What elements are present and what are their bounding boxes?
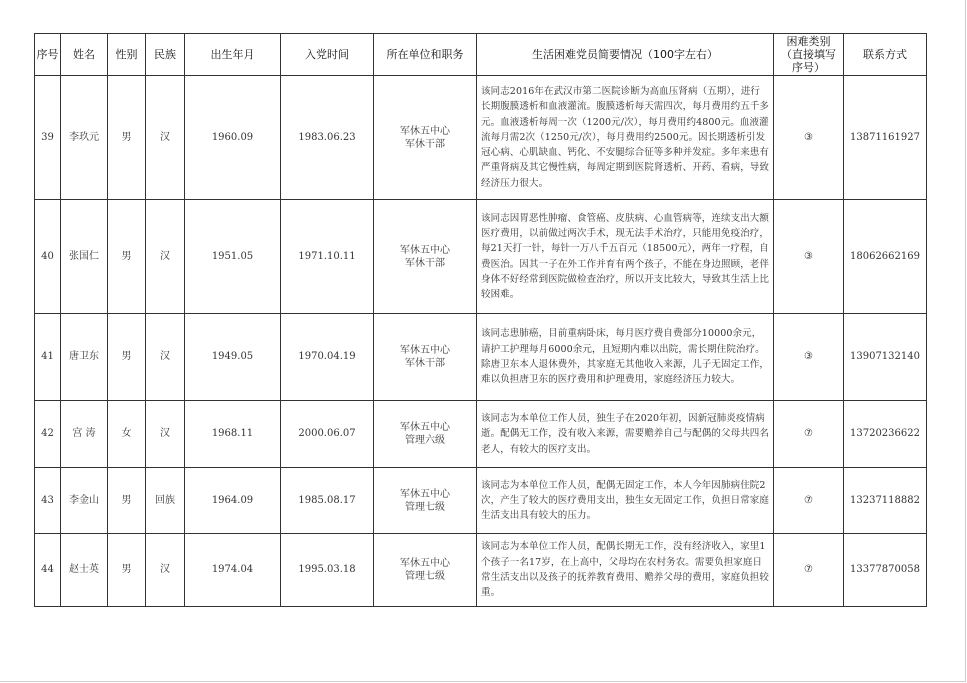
header-name: 姓名 xyxy=(61,34,108,76)
cell-unit-position xyxy=(374,401,477,468)
difficulty-members-table xyxy=(34,33,927,607)
cell-situation: 该同志为本单位工作人员，独生子在2020年初，因新冠肺炎疫情病逝。配偶无工作，没有收入来源，需要赡养自己与配偶的父母共四名老人，有较大的医疗支出。 xyxy=(477,401,774,468)
cell-name: 张国仁 xyxy=(61,200,108,314)
cell-contact: 13377870058 xyxy=(844,534,927,607)
cell-situation: 该同志为本单位工作人员，配偶无固定工作，本人今年因肺病住院2次，产生了较大的医疗费用支出，独生女无固定工作，负担日常家庭生活支出具有较大的压力。 xyxy=(477,468,774,534)
cell-name: 赵士英 xyxy=(61,534,108,607)
table-row xyxy=(35,314,927,401)
cell-birth: 1974.04 xyxy=(185,534,281,607)
header-contact: 联系方式 xyxy=(844,34,927,76)
cell-gender: 男 xyxy=(108,314,146,401)
cell-unit-position xyxy=(374,200,477,314)
cell-gender: 女 xyxy=(108,401,146,468)
cell-situation: 该同志因胃恶性肿瘤、食管癌、皮肤病、心血管病等，连续支出大额医疗费用，以前做过两次手术，现无法手术治疗，只能用免疫治疗，每21天打一针，每针一万八千五百元（18500元），两年一疗程，自费医治。因其一子在外工作并育有两个孩子，不能在身边照顾，老伴身体不好经常到医院做检查治疗，所以开支比较大，导致其生活上比较困难。 xyxy=(477,200,774,314)
cell-join-date: 1971.10.11 xyxy=(281,200,374,314)
table-row xyxy=(35,200,927,314)
unit-name: 军休五中心 xyxy=(400,488,450,500)
header-row xyxy=(35,34,927,76)
unit-name: 军休五中心 xyxy=(400,345,450,356)
cell-gender: 男 xyxy=(108,534,146,607)
cell-ethnicity: 汉 xyxy=(146,76,185,200)
cell-seq: 41 xyxy=(35,314,61,401)
cell-contact: 13871161927 xyxy=(844,76,927,200)
cell-birth: 1960.09 xyxy=(185,76,281,200)
header-ethnicity: 民族 xyxy=(146,34,185,76)
unit-name: 军休五中心 xyxy=(400,244,450,256)
header-unit-position: 所在单位和职务 xyxy=(374,34,477,76)
cell-join-date: 1995.03.18 xyxy=(281,534,374,607)
header-join-party: 入党时间 xyxy=(281,34,374,76)
header-situation: 生活困难党员简要情况（100字左右） xyxy=(477,34,774,76)
cell-join-date: 2000.06.07 xyxy=(281,401,374,468)
table-row xyxy=(35,76,927,200)
unit-name: 军休五中心 xyxy=(400,558,450,569)
cell-seq: 40 xyxy=(35,200,61,314)
cell-contact: 18062662169 xyxy=(844,200,927,314)
cell-category: ⑦ xyxy=(774,534,844,607)
position-title: 管理七级 xyxy=(405,501,445,513)
cell-unit-position xyxy=(374,314,477,401)
cell-seq: 39 xyxy=(35,76,61,200)
cell-contact: 13907132140 xyxy=(844,314,927,401)
cell-category: ⑦ xyxy=(774,468,844,534)
table-row xyxy=(35,401,927,468)
cell-contact: 13237118882 xyxy=(844,468,927,534)
header-category: 困难类别（直接填写序号） xyxy=(774,34,844,76)
cell-seq: 42 xyxy=(35,401,61,468)
unit-name: 军休五中心 xyxy=(400,125,450,137)
cell-join-date: 1983.06.23 xyxy=(281,76,374,200)
cell-name: 宫 涛 xyxy=(61,401,108,468)
cell-birth: 1949.05 xyxy=(185,314,281,401)
cell-join-date: 1970.04.19 xyxy=(281,314,374,401)
cell-join-date: 1985.08.17 xyxy=(281,468,374,534)
cell-seq: 44 xyxy=(35,534,61,607)
cell-unit-position xyxy=(374,468,477,534)
cell-birth: 1968.11 xyxy=(185,401,281,468)
cell-ethnicity: 汉 xyxy=(146,401,185,468)
cell-gender: 男 xyxy=(108,76,146,200)
position-title: 军休干部 xyxy=(405,257,445,269)
unit-name: 军休五中心 xyxy=(400,422,450,433)
cell-unit-position xyxy=(374,534,477,607)
table-row xyxy=(35,534,927,607)
header-gender: 性别 xyxy=(108,34,146,76)
cell-category: ⑦ xyxy=(774,401,844,468)
header-birth: 出生年月 xyxy=(185,34,281,76)
cell-birth: 1964.09 xyxy=(185,468,281,534)
cell-name: 李玖元 xyxy=(61,76,108,200)
cell-category: ③ xyxy=(774,314,844,401)
position-title: 管理七级 xyxy=(405,571,445,582)
cell-gender: 男 xyxy=(108,468,146,534)
cell-name: 唐卫东 xyxy=(61,314,108,401)
position-title: 军休干部 xyxy=(405,138,445,150)
cell-category: ③ xyxy=(774,200,844,314)
position-title: 军休干部 xyxy=(405,358,445,369)
cell-ethnicity: 回族 xyxy=(146,468,185,534)
header-seq: 序号 xyxy=(35,34,61,76)
cell-situation: 该同志2016年在武汉市第二医院诊断为高血压肾病（五期），进行长期腹膜透析和血液灌流。腹膜透析每天需四次，每月费用约五千多元。血液透析每周一次（1200元/次），每月费用约4800元。血液灌流每月需2次（1250元/次），每月费用约2500元。因长期透析引发冠心病、心肌缺血、钙化、不安腿综合征等多种并发症。多年来患有严重肾病及其它慢性病，每周定期到医院肾透析、开药、看病，导致经济压力很大。 xyxy=(477,76,774,200)
cell-contact: 13720236622 xyxy=(844,401,927,468)
cell-unit-position xyxy=(374,76,477,200)
cell-name: 李金山 xyxy=(61,468,108,534)
cell-situation: 该同志为本单位工作人员，配偶长期无工作，没有经济收入，家里1个孩子一名17岁，在上高中，父母均在农村务农。需要负担家庭日常生活支出以及孩子的抚养教育费用、赡养父母的费用，家庭负担较重。 xyxy=(477,534,774,607)
cell-ethnicity: 汉 xyxy=(146,314,185,401)
cell-situation: 该同志患肺癌，目前重病卧床，每月医疗费自费部分10000余元，请护工护理每月6000余元，且短期内难以出院，需长期住院治疗。除唐卫东本人退休费外，其家庭无其他收入来源，儿子无固定工作，难以负担唐卫东的医疗费用和护理费用，家庭经济压力较大。 xyxy=(477,314,774,401)
cell-ethnicity: 汉 xyxy=(146,200,185,314)
position-title: 管理六级 xyxy=(405,435,445,446)
cell-birth: 1951.05 xyxy=(185,200,281,314)
cell-gender: 男 xyxy=(108,200,146,314)
cell-ethnicity: 汉 xyxy=(146,534,185,607)
cell-seq: 43 xyxy=(35,468,61,534)
cell-category: ③ xyxy=(774,76,844,200)
table-row xyxy=(35,468,927,534)
